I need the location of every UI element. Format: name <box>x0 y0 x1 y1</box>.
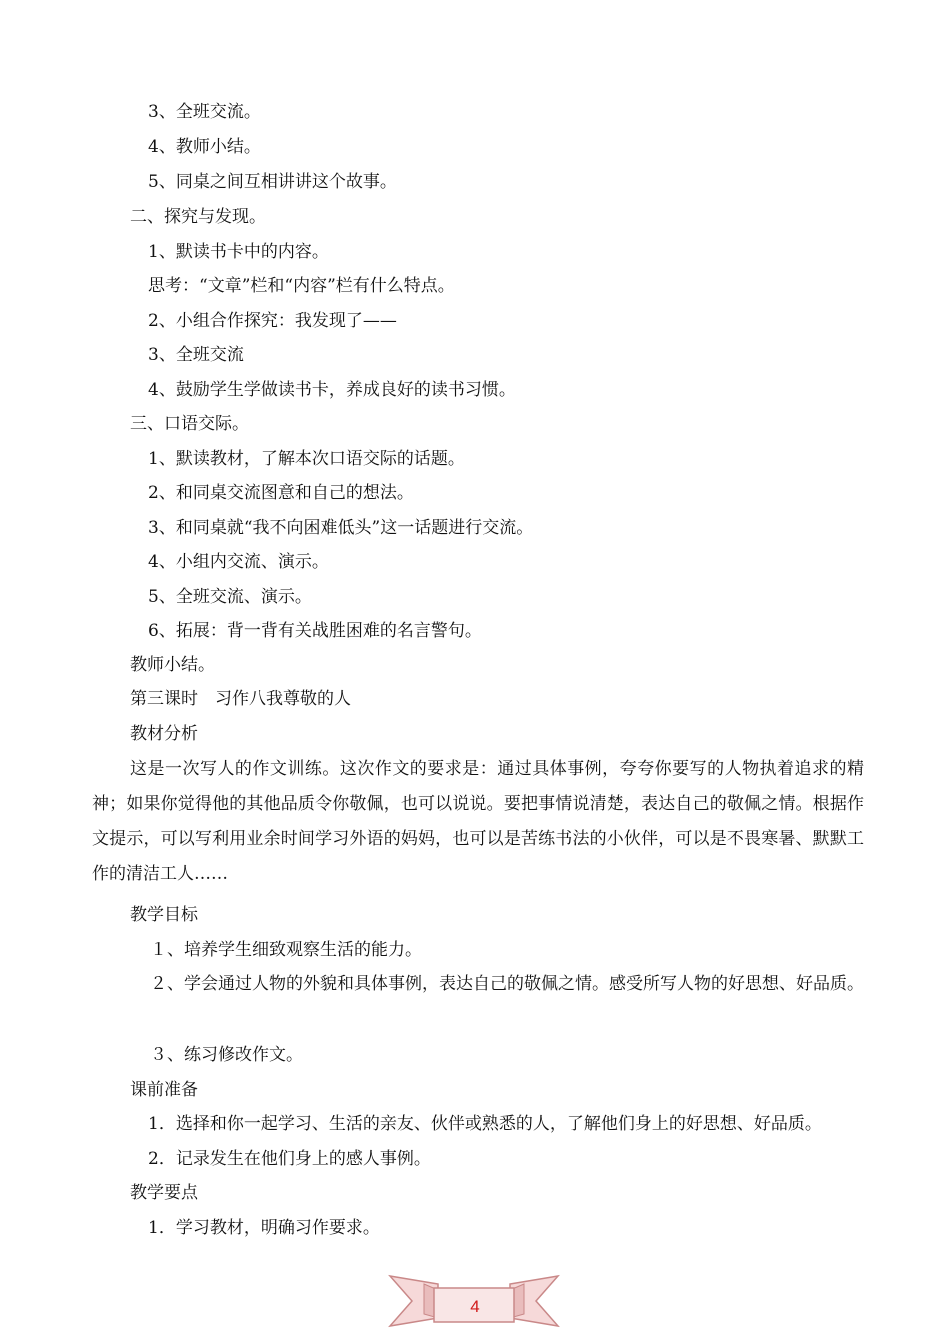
list-item: 5、全班交流、演示。 <box>148 587 312 607</box>
lesson-title: 第三课时 习作八我尊敬的人 <box>130 689 351 709</box>
list-item: 1、默读教材，了解本次口语交际的话题。 <box>148 449 465 469</box>
section-heading: 二、探究与发现。 <box>130 207 266 227</box>
list-item: ２、学会通过人物的外貌和具体事例，表达自己的敬佩之情。感受所写人物的好思想、好品质。 <box>150 974 864 994</box>
section-heading: 三、口语交际。 <box>130 414 249 434</box>
list-item: 4、鼓励学生学做读书卡，养成良好的读书习惯。 <box>148 380 516 400</box>
list-item: 2、小组合作探究：我发现了—— <box>148 311 397 331</box>
list-item: 2．记录发生在他们身上的感人事例。 <box>148 1149 431 1169</box>
list-item: 思考：“文章”栏和“内容”栏有什么特点。 <box>148 276 455 296</box>
list-item: 2、和同桌交流图意和自己的想法。 <box>148 483 414 503</box>
list-item: 5、同桌之间互相讲讲这个故事。 <box>148 172 397 192</box>
material-analysis-paragraph: 这是一次写人的作文训练。这次作文的要求是：通过具体事例，夸夸你要写的人物执着追求的精神；如果你觉得他的其他品质令你敬佩，也可以说说。要把事情说清楚，表达自己的敬佩之情。根据作文提示，可以写利用业余时间学习外语的妈妈，也可以是苦练书法的小伙伴，可以是不畏寒暑、默默工作的清洁工人…… <box>92 759 864 884</box>
list-item: 6、拓展：背一背有关战胜困难的名言警句。 <box>148 621 482 641</box>
list-item: 3、和同桌就“我不向困难低头”这一话题进行交流。 <box>148 518 534 538</box>
list-item: 3、全班交流。 <box>148 102 261 122</box>
list-item: 1．选择和你一起学习、生活的亲友、伙伴或熟悉的人，了解他们身上的好思想、好品质。 <box>148 1114 822 1134</box>
paragraph-line: 教师小结。 <box>130 655 215 675</box>
list-item: 1、默读书卡中的内容。 <box>148 242 329 262</box>
section-heading: 课前准备 <box>130 1080 198 1100</box>
list-item: 4、小组内交流、演示。 <box>148 552 329 572</box>
section-heading: 教学目标 <box>130 905 198 925</box>
list-item: 1．学习教材，明确习作要求。 <box>148 1218 380 1238</box>
list-item: ３、练习修改作文。 <box>150 1045 303 1065</box>
list-item: １、培养学生细致观察生活的能力。 <box>150 940 422 960</box>
section-heading: 教材分析 <box>130 724 198 744</box>
list-item: 4、教师小结。 <box>148 137 261 157</box>
section-heading: 教学要点 <box>130 1183 198 1203</box>
page-number: 4 <box>470 1297 480 1316</box>
list-item: 3、全班交流 <box>148 345 244 365</box>
